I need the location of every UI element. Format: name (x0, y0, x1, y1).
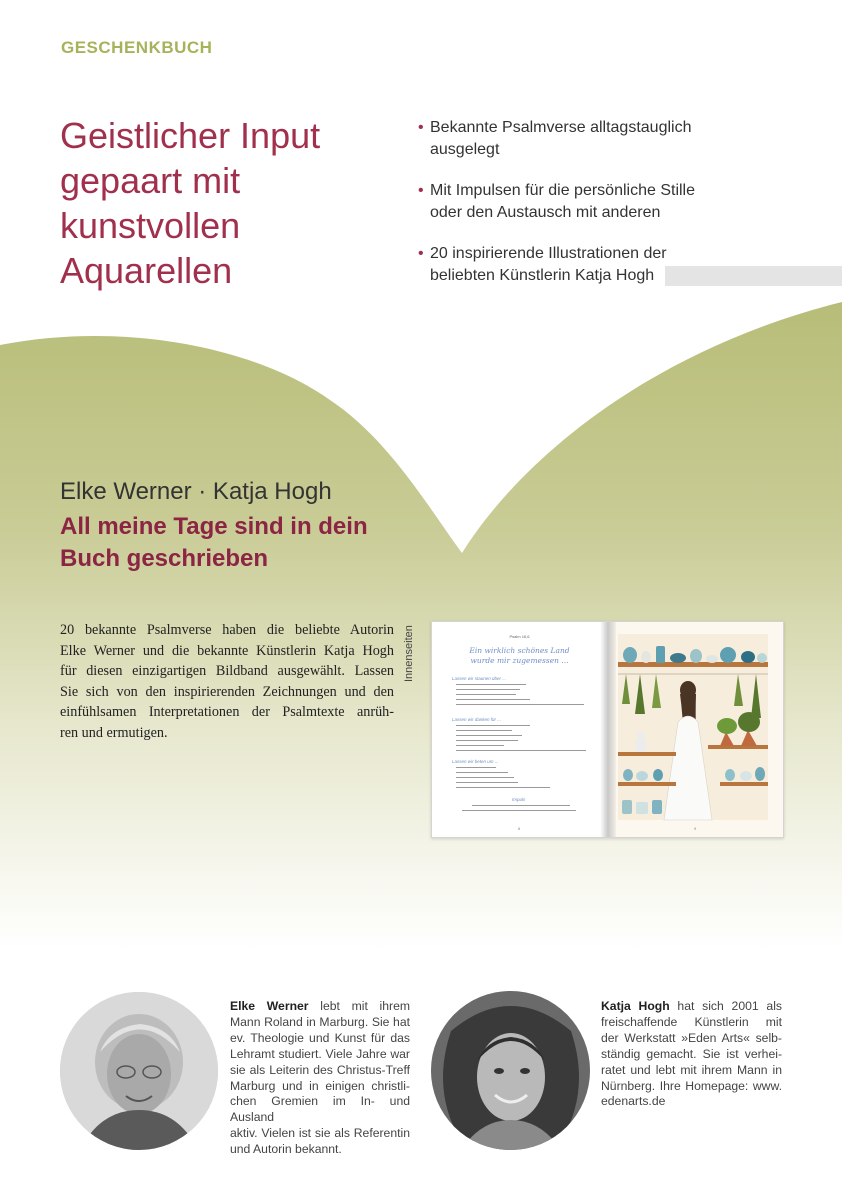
bio-line (601, 999, 782, 1015)
headline (60, 113, 390, 293)
bio-line: Nürnberg. Ihre Homepage: www. (601, 1078, 782, 1093)
book-title-line: Buch geschrieben (60, 545, 269, 572)
text-line (456, 730, 512, 731)
feature-text: ausgelegt (430, 141, 500, 158)
text-line (456, 772, 508, 773)
feature-text: Mit Impulsen für die persönliche Stille (430, 182, 696, 199)
description-line: ren und ermutigen. (60, 724, 168, 741)
feature-item (418, 117, 838, 161)
feature-item (418, 180, 838, 224)
bio-line: der Werkstatt »Eden Arts« selb- (601, 1030, 782, 1045)
bullet-icon: • (418, 182, 424, 199)
description-line: 20 bekannte Psalmverse haben die beliebte Autorin (60, 622, 394, 638)
inner-pages-label: Innenseiten (403, 625, 415, 682)
description-line: Elke Werner und die bekannte Künstlerin Katja Hogh (60, 642, 394, 659)
grey-strip (665, 266, 842, 286)
spread-right-page (608, 622, 783, 837)
portrait-image (60, 992, 218, 1150)
book-description (60, 620, 394, 744)
script-title (452, 646, 587, 666)
bio-line: sie als Leiterin des Christus-Treff (230, 1062, 410, 1077)
watercolor-illustration (608, 622, 783, 837)
bio-line: ratet und lebt mit ihrem Mann in (601, 1062, 782, 1077)
text-line (456, 725, 530, 726)
headline-line: gepaart mit (60, 160, 241, 201)
author-photo-elke-werner (60, 992, 218, 1150)
author-name: Katja Hogh (601, 999, 670, 1013)
bullet-icon: • (418, 245, 424, 262)
section-heading: Lassen wir danken für ... (452, 717, 502, 722)
bio-line: ev. Theologie und Kunst für das (230, 1030, 410, 1045)
text-line (456, 750, 586, 751)
text-line (456, 745, 504, 746)
text-line (456, 777, 514, 778)
page-number: 8 (518, 826, 521, 831)
description-line: für diesen einzigartigen Bildband ausgewählt. Lassen (60, 663, 394, 680)
bio-text: lebt mit ihrem (308, 999, 411, 1013)
feature-text: beliebten Künstlerin Katja Hogh (430, 267, 655, 284)
author-photo-katja-hogh (431, 991, 590, 1150)
bio-line (230, 999, 410, 1015)
bio-line: Mann Roland in Marburg. Sie hat (230, 1014, 410, 1029)
text-line (456, 735, 522, 736)
feature-text: oder den Austausch mit anderen (430, 204, 661, 221)
bio-line: ständig gemacht. Sie ist verhei- (601, 1046, 782, 1061)
feature-text: 20 inspirierende Illustrationen der (430, 245, 667, 262)
description-line: einfühlsamen Interpretationen der Psalmtexte anrüh- (60, 704, 394, 721)
section-heading: Lassen wir beten um ... (452, 759, 499, 764)
bio-line: aktiv. Vielen ist sie als Referentin (230, 1126, 410, 1141)
bio-line: chen Gremien im In- und Ausland (230, 1094, 410, 1125)
feature-text: Bekannte Psalmverse alltagstauglich (430, 119, 692, 136)
bio-text: hat sich 2001 als (669, 999, 782, 1013)
section-heading: Impuls (512, 797, 526, 802)
text-line (462, 810, 576, 811)
bio-line: freischaffende Künstlerin mit (601, 1014, 782, 1029)
bio-line: edenarts.de (601, 1094, 666, 1109)
page-number: 9 (694, 826, 697, 831)
portrait-image (431, 991, 590, 1150)
section-heading: Lassen wir staunen über ... (452, 676, 507, 681)
headline-line: Geistlicher Input (60, 115, 321, 156)
text-line (456, 740, 518, 741)
headline-line: Aquarellen (60, 250, 233, 291)
script-title-line: wurde mir zugemessen ... (470, 656, 569, 665)
text-line (456, 782, 518, 783)
text-line (472, 805, 570, 806)
author-bio-elke-werner (230, 999, 410, 1158)
text-line (456, 767, 496, 768)
text-line (456, 694, 516, 695)
text-line (456, 689, 520, 690)
text-line (456, 699, 530, 700)
text-line (456, 704, 584, 705)
author-name: Elke Werner (230, 999, 309, 1013)
book-gutter (600, 622, 616, 837)
description-line: Sie sich von den inspirierenden Zeichnungen und den (60, 683, 394, 700)
text-line (456, 787, 550, 788)
bio-line: und Autorin bekannt. (230, 1142, 342, 1157)
book-authors: Elke Werner · Katja Hogh (60, 478, 332, 505)
bio-line: Marburg und in einigen christli- (230, 1078, 410, 1093)
script-title-line: Ein wirklich schönes Land (469, 646, 570, 655)
book-spread-image (431, 621, 784, 838)
headline-line: kunstvollen (60, 205, 241, 246)
psalm-reference: Psalm 16,6 (509, 634, 530, 639)
book-title (60, 511, 420, 575)
bullet-icon: • (418, 119, 424, 136)
bio-line: Lehramt studiert. Viele Jahre war (230, 1046, 410, 1061)
spread-left-page (432, 622, 607, 837)
text-line (456, 684, 526, 685)
category-label: GESCHENKBUCH (61, 38, 213, 57)
book-title-line: All meine Tage sind in dein (60, 513, 368, 540)
author-bio-katja-hogh (601, 999, 782, 1110)
